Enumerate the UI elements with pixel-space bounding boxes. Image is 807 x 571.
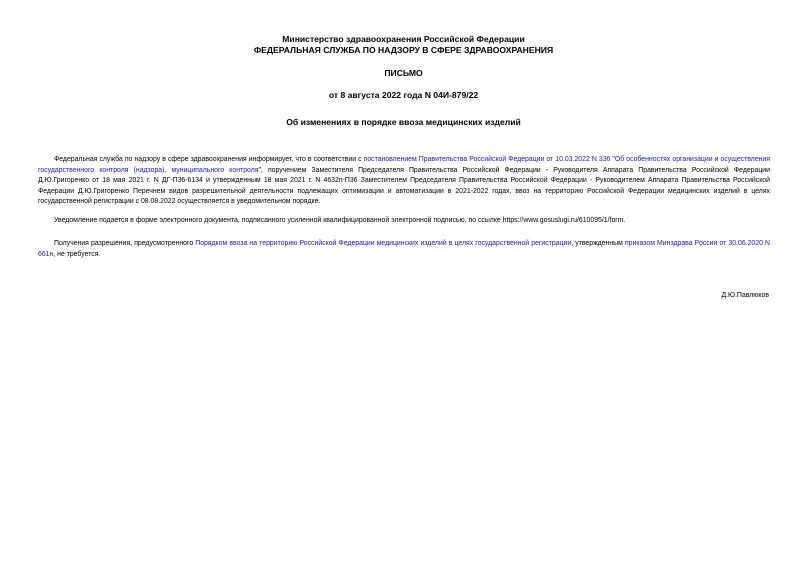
document-subject: Об изменениях в порядке ввоза медицинских изделий xyxy=(286,117,521,127)
link-import-procedure[interactable]: Порядком ввоза на территорию Российской Федерации медицинских изделий в целях государственной регистрации xyxy=(195,240,572,247)
paragraph-3-text-3: , не требуется. xyxy=(53,250,101,258)
paragraph-1 xyxy=(38,155,770,208)
document-type: ПИСЬМО xyxy=(384,68,423,78)
link-ministry-order-661n[interactable]: приказом Минздрава России от 30.06.2020 N 661н xyxy=(38,240,770,258)
link-government-decree-336[interactable]: постановлением Правительства Российской Федерации от 10.03.2022 N 336 "Об особенностях организации и осуществления государственного контроля (надзора), муниципального контроля xyxy=(38,156,770,174)
paragraph-1-text-1: Федеральная служба по надзору в сфере здравоохранения информирует, что в соответствии с xyxy=(54,156,364,163)
paragraph-3-text-1: Получения разрешения, предусмотренного xyxy=(54,240,196,247)
paragraph-3-text-2: , утвержденным xyxy=(571,240,625,247)
ministry-heading: Министерство здравоохранения Российской Федерации xyxy=(282,34,525,44)
paragraph-1-text-2: ", поручением Заместителя Председателя Правительства Российской Федерации - Руководителя Аппарата Правительства Российской Федерации Д.Ю.Григоренко от 18 мая 2021 г. N ДГ-П36-6134 и утвержденным 18 мая 2021 г. N 4632п-П36 Заместителем Председателя Правительства Российской Федерации - Руководителем Аппарата Правительства Российской Федерации Д.Ю.Григоренко Перечнем видов разрешительной деятельности подлежащих оптимизации и автоматизации в 2021-2022 годах, ввоз на территорию Российской Федерации медицинских изделий в целях государственной регистрации с 08.08.2022 осуществляется в уведомительном порядке. xyxy=(38,166,770,206)
service-heading: ФЕДЕРАЛЬНАЯ СЛУЖБА ПО НАДЗОРУ В СФЕРЕ ЗДРАВООХРАНЕНИЯ xyxy=(253,45,554,55)
paragraph-2 xyxy=(38,216,770,227)
paragraph-3 xyxy=(38,239,770,260)
paragraph-2-text: Уведомление подается в форме электронного документа, подписанного усиленной квалифицированной электронной подписью, по ссылке https://www.gosuslugi.ru/610095/1/form. xyxy=(54,217,626,224)
document-date-number: от 8 августа 2022 года N 04И-879/22 xyxy=(328,90,479,100)
signature-name: Д.Ю.Павлюков xyxy=(721,292,769,299)
